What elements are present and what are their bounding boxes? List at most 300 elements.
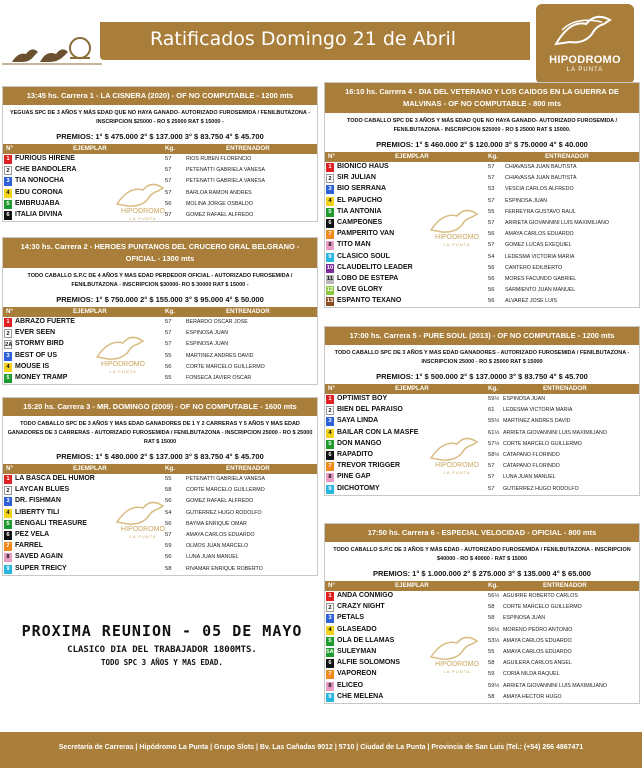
trainer-name: AGUIRRE ROBERTO CARLOS xyxy=(503,593,578,599)
weight-kg: 53 xyxy=(488,186,495,193)
saddle-number: 6 xyxy=(326,659,334,668)
horse-name: PEZ VELA xyxy=(15,530,50,538)
table-row xyxy=(325,405,639,416)
race-card xyxy=(2,86,318,222)
saddle-number: 4 xyxy=(4,509,12,518)
race-prizes: PREMIOS: 1° $ 750.000 2° $ 155.000 3° $ 95.000 4° $ 50.000 xyxy=(56,295,264,304)
saddle-number: 3 xyxy=(326,417,334,426)
trainer-name: ESPINOSA JUAN xyxy=(505,197,548,204)
trainer-name: AGUILERA CARLOS ANGEL xyxy=(503,660,572,667)
trainer-name: MARTINEZ ANDRES DAVID xyxy=(186,352,254,359)
weight-kg: 57 xyxy=(488,463,495,470)
brand-name: HIPODROMO xyxy=(549,54,621,66)
horse-name: TIA ANTONIA xyxy=(337,207,382,215)
horse-name: LIBERTY TILI xyxy=(15,508,60,516)
table-header xyxy=(325,152,639,162)
column-header-number: N° xyxy=(6,308,13,315)
weight-kg: 57 xyxy=(165,178,172,185)
saddle-number: 8 xyxy=(326,682,334,691)
watermark-logo xyxy=(103,496,183,544)
horse-watermark-icon xyxy=(417,204,497,234)
table-row xyxy=(3,474,317,485)
column-header-horse: EJEMPLAR xyxy=(395,582,429,589)
saddle-number: 4 xyxy=(326,197,334,206)
trainer-name: CATAPANO FLORINDO xyxy=(503,451,560,458)
column-header-kg: Kg. xyxy=(165,308,175,315)
horse-name: ITALIA DIVINA xyxy=(15,210,63,218)
saddle-number: 11 xyxy=(326,275,334,282)
horse-name: DICHOTOMY xyxy=(337,484,380,492)
saddle-number: 1 xyxy=(326,395,334,404)
trainer-name: RIVAMAR ENRIQUE ROBERTO xyxy=(186,565,263,572)
saddle-number: 6 xyxy=(4,211,12,220)
horse-name: SAVED AGAIN xyxy=(15,553,63,561)
weight-kg: 56 xyxy=(488,264,495,271)
race-card xyxy=(324,326,640,496)
horse-name: BIONICO HAUS xyxy=(337,163,389,170)
trainer-name: AMAYA CARLOS EDUARDO xyxy=(503,648,572,655)
title-banner xyxy=(100,22,530,60)
weight-kg: 57 xyxy=(165,211,172,218)
table-row xyxy=(3,485,317,496)
table-row xyxy=(325,692,639,703)
race-conditions: TODO CABALLO SPC DE 3 AÑOS Y MAS EDAD GANADORES DE 1 Y 2 CARRERAS Y 5 AÑOS Y MAS EDAD GANADORES DE 3 CARRERAS - AUTORIZADO FUROSEMIDA / FENILBUTAZONA - INSCRIPCION 25000 - RO $ 25000 RAT $ 15000 xyxy=(7,421,313,445)
weight-kg: 57 xyxy=(165,330,172,337)
weight-kg: 56½ xyxy=(488,626,500,633)
table-row xyxy=(325,162,639,173)
weight-kg: 57 xyxy=(488,219,495,226)
race-prizes: PREMIOS: 1° $ 460.000 2° $ 120.000 3° $ 75.0000 4° $ 40.000 xyxy=(376,140,588,149)
weight-kg: 56 xyxy=(488,275,495,282)
weight-kg: 61½ xyxy=(488,429,500,436)
trainer-name: LEDESMA VICTORIA MARIA xyxy=(505,253,575,260)
table-header xyxy=(3,464,317,474)
table-header xyxy=(3,307,317,317)
horse-watermark-icon xyxy=(417,631,500,661)
weight-kg: 57 xyxy=(488,242,495,249)
race-conditions: TODO CABALLO S.P.C DE 3 AÑOS Y MÁS EDAD - AUTORIZADO FUROSEMIDA / FENILBUTAZONA - INSCRIPCION $40000 - RO $ 40000 - RAT $ 15000 xyxy=(333,547,631,562)
trainer-name: RIOS RUBEN FLORENCIO xyxy=(186,156,252,162)
watermark-name: HIPODROMO xyxy=(121,526,165,533)
weight-kg: 57 xyxy=(165,341,172,348)
race-header: 16:10 hs. Carrera 4 - DIA DEL VETERANO Y LOS CAIDOS EN LA GUERRA DE MALVINAS - OF NO COMPUTABLE - 800 mts xyxy=(325,83,639,113)
horse-name: TITO MAN xyxy=(337,241,371,249)
table-row xyxy=(325,484,639,495)
weight-kg: 58 xyxy=(488,693,495,700)
weight-kg: 57 xyxy=(488,164,495,170)
trainer-name: ESPINOSA JUAN xyxy=(503,615,546,622)
watermark-subtitle: LA PUNTA xyxy=(129,534,157,539)
horse-name: CHE MELENA xyxy=(337,692,384,700)
trainer-name: MARTINEZ ANDRES DAVID xyxy=(503,418,571,425)
saddle-number: 5 xyxy=(4,520,12,529)
horse-name: SULEYMAN xyxy=(337,647,377,655)
trainer-name: LUNA JUAN MANUEL xyxy=(186,554,239,561)
saddle-number: 6 xyxy=(326,451,334,460)
saddle-number: 4 xyxy=(326,429,334,438)
table-row xyxy=(325,184,639,195)
horse-name: CRAZY NIGHT xyxy=(337,603,385,611)
column-header-number: N° xyxy=(328,582,335,589)
race-prizes: PREMIOS: 1° $ 480.000 2° $ 137.000 3° $ 83.750 4° $ 45.700 xyxy=(56,452,264,461)
watermark-logo xyxy=(417,631,500,679)
horse-name: PINE GAP xyxy=(337,473,371,481)
next-meeting-line1: CLASICO DIA DEL TRABAJADOR 1800MTS. xyxy=(67,645,257,655)
horse-watermark-icon xyxy=(83,331,163,361)
horse-name: EVER SEEN xyxy=(15,329,56,337)
table-row xyxy=(325,296,639,307)
weight-kg: 61 xyxy=(488,407,495,414)
race-conditions: TODO CABALLO SPC DE 3 AÑOS Y MAS EDAD GANADORES - AUTORIZADO FUROSEMIDA / FENILBUTAZONA - INSCRIPCION 25000 - RO $ 25000 RAT $ 15000 xyxy=(334,350,630,365)
horse-name: OLA DE LLAMAS xyxy=(337,636,395,644)
watermark-name: HIPODROMO xyxy=(435,234,479,241)
race-header: 15:20 hs. Carrera 3 - MR. DOMINGO (2009) - OF NO COMPUTABLE - 1600 mts xyxy=(3,398,317,416)
horse-name: ELICEO xyxy=(337,681,364,689)
weight-kg: 59½ xyxy=(488,682,500,689)
race-card xyxy=(324,82,640,308)
saddle-number: 9 xyxy=(326,693,334,702)
trainer-name: AMAYA HECTOR HUGO xyxy=(503,693,562,700)
trainer-name: BARLOA RAMON ANDRES xyxy=(186,189,252,196)
weight-kg: 56 xyxy=(488,287,495,294)
saddle-number: 5 xyxy=(4,200,12,209)
column-header-horse: EJEMPLAR xyxy=(73,308,107,315)
table-row xyxy=(325,681,639,692)
saddle-number: 12 xyxy=(326,287,334,294)
horse-name: EDU CORONA xyxy=(15,188,63,196)
horse-name: ANDA CONMIGO xyxy=(337,592,394,599)
column-header-kg: Kg. xyxy=(488,582,498,589)
saddle-number: 5 xyxy=(326,637,334,646)
saddle-number: 2 xyxy=(4,329,12,338)
next-meeting xyxy=(2,622,322,667)
trainer-name: CHIAVASSA JUAN BAUTISTA xyxy=(505,175,577,182)
brand-logo xyxy=(536,4,634,84)
table-header xyxy=(325,581,639,591)
horse-name: CHE BANDOLERA xyxy=(15,166,77,174)
weight-kg: 57 xyxy=(165,156,172,162)
trainer-name: CATAPANO FLORINDO xyxy=(503,463,560,470)
trainer-name: MORES FACUNDO GABRIEL xyxy=(505,275,577,282)
horse-name: GLASEADO xyxy=(337,625,377,633)
weight-kg: 56 xyxy=(488,298,495,305)
saddle-number: 4 xyxy=(4,363,12,372)
column-header-trainer: ENTRENADOR xyxy=(226,465,270,472)
horse-name: ABRAZO FUERTE xyxy=(15,318,75,325)
column-header-number: N° xyxy=(328,385,335,392)
weight-kg: 58 xyxy=(488,615,495,622)
race-header: 17:00 hs. Carrera 5 - PURE SOUL (2013) - OF NO COMPUTABLE - 1200 mts xyxy=(325,327,639,345)
weight-kg: 55 xyxy=(165,352,172,359)
race-card xyxy=(2,237,318,385)
saddle-number: 9 xyxy=(326,253,334,262)
saddle-number: 3 xyxy=(4,352,12,361)
table-row xyxy=(325,173,639,184)
weight-kg: 56 xyxy=(165,554,172,561)
horse-name: CLASICO SOUL xyxy=(337,252,390,260)
trainer-name: GOMEZ LUCAS EXEQUIEL xyxy=(505,242,572,249)
saddle-number: 9 xyxy=(326,485,334,494)
horse-name: BEST OF US xyxy=(15,351,58,359)
weight-kg: 57 xyxy=(165,189,172,196)
trainer-name: GOMEZ RAFAEL ALFREDO xyxy=(186,211,254,218)
race-card xyxy=(324,523,640,704)
horse-name: RAPADITO xyxy=(337,450,373,458)
saddle-number: 1 xyxy=(326,163,334,172)
saddle-number: 3 xyxy=(326,185,334,194)
column-header-trainer: ENTRENADOR xyxy=(543,582,587,589)
weight-kg: 55 xyxy=(488,648,495,655)
top-banner xyxy=(0,0,642,78)
horse-name: MONEY TRAMP xyxy=(15,373,68,381)
horse-watermark-icon xyxy=(103,178,183,208)
weight-kg: 54 xyxy=(488,253,495,260)
trainer-name: PETENATTI GABRIELA VANESA xyxy=(186,167,265,174)
saddle-number: 2 xyxy=(326,406,334,415)
horse-name: LA BASCA DEL HUMOR xyxy=(15,475,95,482)
weight-kg: 57 xyxy=(488,197,495,204)
table-header xyxy=(325,384,639,394)
table-row xyxy=(325,285,639,296)
saddle-number: 4 xyxy=(4,189,12,198)
watermark-subtitle: LA PUNTA xyxy=(443,669,471,674)
horse-name: VAPOREON xyxy=(337,670,377,678)
horse-name: SUPER TREICY xyxy=(15,564,67,572)
saddle-number: 7 xyxy=(4,542,12,551)
horse-name: STORMY BIRD xyxy=(15,340,64,348)
column-header-kg: Kg. xyxy=(488,153,498,160)
weight-kg: 59 xyxy=(165,543,172,550)
weight-kg: 58 xyxy=(488,660,495,667)
saddle-number: 6 xyxy=(326,219,334,228)
trainer-name: AMAYA CARLOS EDUARDO xyxy=(186,531,255,538)
column-header-trainer: ENTRENADOR xyxy=(226,308,270,315)
watermark-logo xyxy=(83,331,163,379)
saddle-number: 5 xyxy=(4,374,12,383)
horse-name: LOVE GLORY xyxy=(337,286,383,294)
table-row xyxy=(3,165,317,176)
horse-name: ALFIE SOLOMONS xyxy=(337,659,400,667)
column-header-horse: EJEMPLAR xyxy=(395,153,429,160)
weight-kg: 56 xyxy=(488,231,495,238)
column-header-kg: Kg. xyxy=(488,385,498,392)
table-row xyxy=(3,317,317,328)
horse-name: TREVOR TRIGGER xyxy=(337,462,401,470)
column-header-horse: EJEMPLAR xyxy=(73,465,107,472)
weight-kg: 54 xyxy=(165,509,172,516)
saddle-number: 5A xyxy=(326,648,334,655)
horse-watermark-icon xyxy=(103,496,183,526)
saddle-number: 3 xyxy=(326,614,334,623)
trainer-name: LUNA JUAN MANUEL xyxy=(503,474,556,481)
trainer-name: ARRIETA GIOVANNINI LUIS MAXIMILIANO xyxy=(505,219,609,226)
saddle-number: 6 xyxy=(4,531,12,540)
watermark-name: HIPODROMO xyxy=(435,462,479,469)
trainer-name: CORTE MARCELO GUILLERMO xyxy=(186,487,265,494)
weight-kg: 56½ xyxy=(488,593,500,599)
weight-kg: 57 xyxy=(165,167,172,174)
trainer-name: CORTE MARCELO GUILLERMO xyxy=(186,363,265,370)
race-header: 14:30 hs. Carrera 2 - HEROES PUNTANOS DEL CRUCERO GRAL BELGRANO - OFICIAL - 1300 mts xyxy=(3,238,317,268)
saddle-number: 3 xyxy=(4,497,12,506)
trainer-name: AMAYA CARLOS EDUARDO xyxy=(503,637,572,644)
table-row xyxy=(325,416,639,427)
watermark-name: HIPODROMO xyxy=(121,208,165,215)
watermark-name: HIPODROMO xyxy=(435,661,479,668)
weight-kg: 55 xyxy=(165,476,172,482)
horse-name: SAYA LINDA xyxy=(337,417,379,425)
horse-name: BIO SERRANA xyxy=(337,185,387,193)
trainer-name: GUTIERREZ HUGO RODOLFO xyxy=(186,509,262,516)
trainer-name: ESPINOSA JUAN xyxy=(503,396,546,402)
weight-kg: 57½ xyxy=(488,440,500,447)
trainer-name: BERARDO OSCAR JOSE xyxy=(186,319,248,325)
saddle-number: 1 xyxy=(326,592,334,601)
horse-name: OPTIMIST BOY xyxy=(337,395,388,402)
watermark-name: HIPODROMO xyxy=(101,361,145,368)
race-card xyxy=(2,397,318,576)
watermark-subtitle: LA PUNTA xyxy=(109,369,137,374)
weight-kg: 57 xyxy=(165,531,172,538)
saddle-number: 7 xyxy=(326,462,334,471)
saddle-number: 5 xyxy=(326,440,334,449)
trainer-name: PETENATTI GABRIELA VANESA xyxy=(186,178,265,185)
race-header: 17:50 hs. Carrera 6 - ESPECIAL VELOCIDAD - OFICIAL - 800 mts xyxy=(325,524,639,542)
trainer-name: GOMEZ RAFAEL ALFREDO xyxy=(186,498,254,505)
trainer-name: GUTIERREZ HUGO RODOLFO xyxy=(503,485,579,492)
column-header-number: N° xyxy=(6,145,13,152)
horse-logo-icon xyxy=(536,4,634,54)
saddle-number: 13 xyxy=(326,298,334,305)
column-header-kg: Kg. xyxy=(165,145,175,152)
weight-kg: 59 xyxy=(488,671,495,678)
saddle-number: 10 xyxy=(326,264,334,271)
weight-kg: 57 xyxy=(488,175,495,182)
watermark-subtitle: LA PUNTA xyxy=(443,470,471,475)
horse-name: DON MANGO xyxy=(337,439,382,447)
weight-kg: 57 xyxy=(488,474,495,481)
horse-name: CLAUDELITO LEADER xyxy=(337,263,413,271)
column-header-horse: EJEMPLAR xyxy=(395,385,429,392)
saddle-number: 2 xyxy=(4,166,12,175)
trainer-name: VESCIA CARLOS ALFREDO xyxy=(505,186,574,193)
trainer-name: ARRIETA GIOVANNINI LUIS MAXIMILIANO xyxy=(503,682,607,689)
saddle-number: 7 xyxy=(326,670,334,679)
table-row xyxy=(325,252,639,263)
weight-kg: 58 xyxy=(488,604,495,611)
next-meeting-title: PROXIMA REUNION - 05 DE MAYO xyxy=(21,622,303,640)
horse-name: EL PAPUCHO xyxy=(337,196,383,204)
saddle-number: 7 xyxy=(326,230,334,239)
table-header xyxy=(3,144,317,154)
trainer-name: ALVAREZ JOSE LUIS xyxy=(505,298,557,305)
trainer-name: SARMIENTO JUAN MANUEL xyxy=(505,287,576,294)
weight-kg: 58 xyxy=(165,565,172,572)
saddle-number: 2A xyxy=(5,342,13,349)
saddle-number: 1 xyxy=(4,475,12,484)
brand-subtitle: LA PUNTA xyxy=(566,67,604,73)
horse-name: EMBRUJABA xyxy=(15,199,60,207)
weight-kg: 58½ xyxy=(488,451,500,458)
table-row xyxy=(3,552,317,563)
trainer-name: MORENO PEDRO ANTONIO xyxy=(503,626,573,633)
horse-name: FURIOUS HIRENE xyxy=(15,155,75,162)
next-meeting-line2: TODO SPC 3 AÑOS Y MAS EDAD. xyxy=(101,658,223,667)
trainer-name: BAYMA ENRIQUE OMAR xyxy=(186,520,247,527)
table-row xyxy=(325,591,639,602)
table-row xyxy=(325,274,639,285)
table-row xyxy=(325,263,639,274)
horse-name: CAMPEONES xyxy=(337,218,383,226)
race-prizes: PREMIOS: 1° $ 500.000 2° $ 137.0000 3° $ 83.750 4° $ 45.700 xyxy=(376,372,588,381)
race-conditions: TODO CABALLO S.P.C DE 4 AÑOS Y MAS EDAD PERDEDOR OFICIAL - AUTORIZADO FUROSEMIDA / FENILBUTAZONA - INSCRIPCION $30000- RO $ 30000 RAT $ 15000 - xyxy=(27,273,293,288)
page-title: Ratificados Domingo 21 de Abril xyxy=(150,28,457,50)
trainer-name: ARRIETA GIOVANNINI LUIS MAXIMILIANO xyxy=(503,429,607,436)
column-header-number: N° xyxy=(6,465,13,472)
race-conditions: TODO CABALLO SPC DE 3 AÑOS Y MÁS EDAD QUE NO HAYA GANADO- AUTORIZADO FUROSEMIDA / FENILBUTAZONA - INSCRIPCION $25000 - RO $ 25000 RAT $ 15000. xyxy=(346,118,618,133)
horse-name: PETALS xyxy=(337,614,365,622)
trainer-name: CORIA NILDA RAQUEL xyxy=(503,671,560,678)
race-prizes: PREMIOS: 1° $ 475.000 2° $ 137.000 3° $ 83.750 4° $ 45.700 xyxy=(56,132,264,141)
saddle-number: 1 xyxy=(4,155,12,164)
trainer-name: AMAYA CARLOS EDUARDO xyxy=(505,231,574,238)
trainer-name: CORTE MARCELO GUILLERMO xyxy=(503,604,582,611)
column-header-number: N° xyxy=(328,153,335,160)
weight-kg: 55 xyxy=(165,374,172,381)
trainer-name: FERREYRA GUSTAVO RAUL xyxy=(505,208,576,215)
saddle-number: 3 xyxy=(4,177,12,186)
trainer-name: CHIAVASSA JUAN BAUTISTA xyxy=(505,164,577,170)
weight-kg: 57 xyxy=(488,485,495,492)
table-row xyxy=(3,154,317,165)
weight-kg: 59½ xyxy=(488,396,500,402)
weight-kg: 58 xyxy=(165,487,172,494)
trainer-name: PETENATTI GABRIELA VANESA xyxy=(186,476,265,482)
column-header-horse: EJEMPLAR xyxy=(73,145,107,152)
trainer-name: OLMOS JUAN MARCELO xyxy=(186,543,249,550)
table-row xyxy=(325,394,639,405)
watermark-subtitle: LA PUNTA xyxy=(443,242,471,247)
footer xyxy=(0,732,642,768)
horse-name: LAYCAN BLUES xyxy=(15,486,70,494)
watermark-logo xyxy=(417,204,497,252)
watermark-subtitle: LA PUNTA xyxy=(129,216,157,221)
horse-name: ESPANTO TEXANO xyxy=(337,297,402,305)
horse-name: DR. FISHMAN xyxy=(15,497,61,505)
table-row xyxy=(325,602,639,613)
race-header: 13:45 hs. Carrera 1 - LA CISNERA (2020) - OF NO COMPUTABLE - 1200 mts xyxy=(3,87,317,105)
horse-name: LOBO DE ESTEPA xyxy=(337,274,399,282)
horse-name: BAILAR CON LA MASFE xyxy=(337,428,419,436)
saddle-number: 8 xyxy=(4,553,12,562)
trainer-name: ESPINOSA JUAN xyxy=(186,341,229,348)
trainer-name: CORTE MARCELO GUILLERMO xyxy=(503,440,582,447)
weight-kg: 56 xyxy=(165,498,172,505)
table-row xyxy=(3,564,317,575)
horse-name: BENGALI TREASURE xyxy=(15,519,87,527)
watermark-logo xyxy=(103,178,183,226)
column-header-trainer: ENTRENADOR xyxy=(545,153,589,160)
saddle-number: 2 xyxy=(326,603,334,612)
weight-kg: 57 xyxy=(165,319,172,325)
column-header-trainer: ENTRENADOR xyxy=(543,385,587,392)
footer-text: Secretaría de Carreras | Hipódromo La Punta | Grupo Slots | Bv. Las Cañadas 9012 | 5710 | Ciudad de La Punta | Provincia de San Luis |Tel.: (+54) 266 4867471 xyxy=(58,744,584,751)
trainer-name: ESPINOSA JUAN xyxy=(186,330,229,337)
horse-name: TIA NONOCHA xyxy=(15,177,65,185)
racehorse-icon xyxy=(2,34,102,70)
horse-name: FARREL xyxy=(15,542,43,550)
horse-name: PAMPERITO VAN xyxy=(337,230,395,238)
